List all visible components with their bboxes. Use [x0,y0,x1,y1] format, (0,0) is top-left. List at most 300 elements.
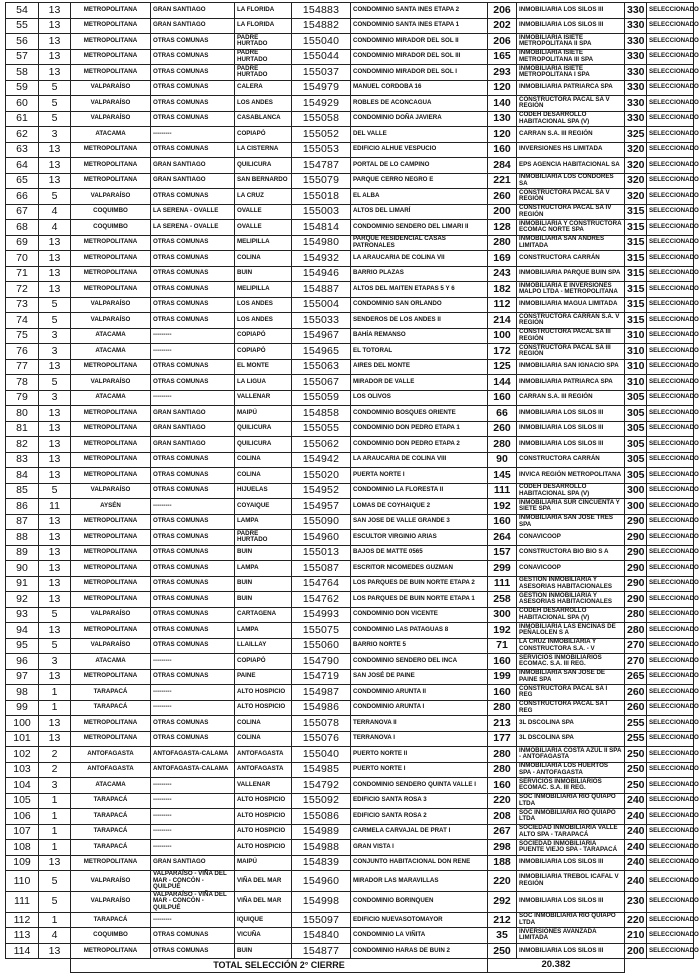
row-number-cell: 84 [6,468,39,484]
score-cell: 305 [625,421,647,437]
status-cell: SELECCIONADO [647,266,694,282]
territory-cell: OTRAS COMUNAS [151,49,235,65]
score-cell: 330 [625,3,647,19]
commune-cell: VIÑA DEL MAR [235,891,292,912]
region-code-cell: 5 [39,891,71,912]
project-name-cell: CONDOMINIO DON PEDRO ETAPA 1 [351,421,488,437]
row-number-cell: 63 [6,142,39,158]
region-code-cell: 13 [39,468,71,484]
status-cell: SELECCIONADO [647,344,694,360]
score-cell: 305 [625,452,647,468]
table-row [6,313,694,329]
project-name-cell: CONDOMINIO BORINQUEN [351,891,488,912]
units-cell: 250 [488,943,517,959]
table-body [6,3,699,959]
region-code-cell: 13 [39,731,71,747]
project-code-cell: 155055 [292,421,351,437]
score-cell: 315 [625,266,647,282]
status-cell: SELECCIONADO [647,96,694,112]
project-code-cell: 155013 [292,545,351,561]
project-code-cell: 155044 [292,49,351,65]
table-row [6,685,694,701]
score-cell: 255 [625,716,647,732]
region-code-cell: 5 [39,111,71,127]
company-cell: CONSTRUCTORA PACAL SA I REG [517,685,625,701]
score-cell: 330 [625,18,647,34]
territory-cell: --------- [151,778,235,794]
score-cell: 315 [625,297,647,313]
company-cell: INMOBILIARIA LOS SILOS III [517,406,625,422]
table-row [6,840,694,856]
company-cell: INMOBILIARIA ISIETE METROPOLITANA I SPA [517,65,625,81]
table-row [6,65,694,81]
project-name-cell: CONDOMINIO ARUNTA I [351,700,488,716]
row-number-cell: 69 [6,235,39,251]
project-code-cell: 154946 [292,266,351,282]
score-cell: 260 [625,685,647,701]
commune-cell: BUIN [235,576,292,592]
region-name-cell: AYSÉN [71,499,151,515]
score-cell: 290 [625,576,647,592]
project-code-cell: 154719 [292,669,351,685]
region-name-cell: METROPOLITANA [71,545,151,561]
region-code-cell: 13 [39,623,71,639]
commune-cell: COYAIQUE [235,499,292,515]
region-code-cell: 5 [39,313,71,329]
region-name-cell: VALPARAÍSO [71,189,151,205]
region-name-cell: COQUIMBO [71,928,151,944]
territory-cell: OTRAS COMUNAS [151,235,235,251]
commune-cell: VIÑA DEL MAR [235,871,292,892]
status-cell: SELECCIONADO [647,189,694,205]
company-cell: INMOBILIARIA PATRIARCA SPA [517,375,625,391]
project-name-cell: LOS OLIVOS [351,390,488,406]
project-name-cell: CONDOMINIO DON PEDRO ETAPA 2 [351,437,488,453]
region-name-cell: METROPOLITANA [71,49,151,65]
company-cell: CONSTRUCTORA BIO BIO S A [517,545,625,561]
commune-cell: BUIN [235,266,292,282]
table-row [6,855,694,871]
territory-cell: OTRAS COMUNAS [151,483,235,499]
status-cell: SELECCIONADO [647,328,694,344]
project-name-cell: MANUEL CORDOBA 16 [351,80,488,96]
commune-cell: COPIAPÓ [235,127,292,143]
region-code-cell: 13 [39,530,71,546]
project-name-cell: CONDOMINIO SANTA INES ETAPA 1 [351,18,488,34]
company-cell: CONSTRUCTORA CARRÁN [517,251,625,267]
commune-cell: VALLENAR [235,778,292,794]
region-name-cell: TARAPACÁ [71,700,151,716]
commune-cell: COLINA [235,452,292,468]
region-name-cell: METROPOLITANA [71,158,151,174]
units-cell: 111 [488,483,517,499]
region-code-cell: 1 [39,809,71,825]
table-row [6,716,694,732]
region-name-cell: VALPARAÍSO [71,375,151,391]
row-number-cell: 57 [6,49,39,65]
units-cell: 112 [488,297,517,313]
table-row [6,468,694,484]
project-name-cell: SAN JOSÉ DE PAINE [351,669,488,685]
region-code-cell: 13 [39,49,71,65]
row-number-cell: 88 [6,530,39,546]
project-code-cell: 155062 [292,437,351,453]
row-number-cell: 70 [6,251,39,267]
project-code-cell: 154998 [292,891,351,912]
commune-cell: LA FLORIDA [235,18,292,34]
region-code-cell: 5 [39,297,71,313]
row-number-cell: 113 [6,928,39,944]
project-name-cell: TERRANOVA II [351,716,488,732]
commune-cell: ANTOFAGASTA [235,747,292,763]
table-row [6,328,694,344]
score-cell: 305 [625,406,647,422]
status-cell: SELECCIONADO [647,654,694,670]
commune-cell: MELIPILLA [235,282,292,298]
company-cell: CODEH DESARROLLO HABITACIONAL SPA (V) [517,111,625,127]
territory-cell: OTRAS COMUNAS [151,80,235,96]
row-number-cell: 91 [6,576,39,592]
row-number-cell: 95 [6,638,39,654]
row-number-cell: 58 [6,65,39,81]
score-cell: 210 [625,928,647,944]
project-code-cell: 155063 [292,359,351,375]
units-cell: 200 [488,204,517,220]
commune-cell: OVALLE [235,204,292,220]
company-cell: INMOBILIARIA ISIETE METROPOLITANA II SPA [517,34,625,50]
status-cell: SELECCIONADO [647,127,694,143]
territory-cell: OTRAS COMUNAS [151,638,235,654]
company-cell: 3L DSCOLINA SPA [517,716,625,732]
units-cell: 264 [488,530,517,546]
table-row [6,891,694,912]
units-cell: 280 [488,235,517,251]
territory-cell: OTRAS COMUNAS [151,928,235,944]
region-name-cell: ANTOFAGASTA [71,762,151,778]
territory-cell: --------- [151,328,235,344]
units-cell: 120 [488,80,517,96]
score-cell: 315 [625,204,647,220]
table-row [6,204,694,220]
status-cell: SELECCIONADO [647,700,694,716]
region-name-cell: METROPOLITANA [71,623,151,639]
table-row [6,638,694,654]
units-cell: 206 [488,34,517,50]
status-cell: SELECCIONADO [647,855,694,871]
region-name-cell: COQUIMBO [71,220,151,236]
project-code-cell: 155004 [292,297,351,313]
table-row [6,669,694,685]
score-cell: 265 [625,669,647,685]
territory-cell: OTRAS COMUNAS [151,111,235,127]
table-row [6,912,694,928]
status-cell: SELECCIONADO [647,390,694,406]
region-code-cell: 3 [39,127,71,143]
score-cell: 280 [625,607,647,623]
project-code-cell: 154957 [292,499,351,515]
territory-cell: GRAN SANTIAGO [151,158,235,174]
table-row [6,3,694,19]
region-code-cell: 13 [39,251,71,267]
project-code-cell: 154839 [292,855,351,871]
region-name-cell: METROPOLITANA [71,576,151,592]
territory-cell: --------- [151,654,235,670]
region-code-cell: 4 [39,220,71,236]
table-row [6,747,694,763]
status-cell: SELECCIONADO [647,452,694,468]
company-cell: SOC INMOBILIARIA RIO QUIAPO LTDA [517,793,625,809]
table-row [6,282,694,298]
status-cell: SELECCIONADO [647,111,694,127]
commune-cell: COLINA [235,251,292,267]
company-cell: INMOBILIARIA LOS SILOS III [517,437,625,453]
score-cell: 330 [625,111,647,127]
units-cell: 90 [488,452,517,468]
status-cell: SELECCIONADO [647,561,694,577]
project-code-cell: 154960 [292,530,351,546]
region-code-cell: 11 [39,499,71,515]
company-cell: INMOBILIARIA SAN JOSE DE PAINE SPA [517,669,625,685]
score-cell: 315 [625,313,647,329]
project-name-cell: CONDOMINIO LA VIÑITA [351,928,488,944]
row-number-cell: 71 [6,266,39,282]
table-row [6,654,694,670]
project-code-cell: 154979 [292,80,351,96]
project-code-cell: 154967 [292,328,351,344]
territory-cell: OTRAS COMUNAS [151,375,235,391]
territory-cell: OTRAS COMUNAS [151,452,235,468]
table-row [6,235,694,251]
row-number-cell: 114 [6,943,39,959]
commune-cell: LA CRUZ [235,189,292,205]
row-number-cell: 107 [6,824,39,840]
status-cell: SELECCIONADO [647,576,694,592]
commune-cell: PADRE HURTADO [235,65,292,81]
units-cell: 299 [488,561,517,577]
territory-cell: OTRAS COMUNAS [151,561,235,577]
score-cell: 250 [625,747,647,763]
project-name-cell: PARQUE CERRO NEGRO E [351,173,488,189]
units-cell: 206 [488,3,517,19]
company-cell: CODEH DESARROLLO HABITACIONAL SPA (V) [517,607,625,623]
units-cell: 284 [488,158,517,174]
project-name-cell: ESCULTOR VIRGINIO ARIAS [351,530,488,546]
score-cell: 250 [625,762,647,778]
table-row [6,943,694,959]
score-cell: 310 [625,375,647,391]
units-cell: 212 [488,912,517,928]
status-cell: SELECCIONADO [647,375,694,391]
territory-cell: OTRAS COMUNAS [151,943,235,959]
units-cell: 292 [488,891,517,912]
project-code-cell: 154985 [292,762,351,778]
company-cell: CONSTRUCTORA PACAL SA V REGIÓN [517,189,625,205]
region-name-cell: METROPOLITANA [71,669,151,685]
units-cell: 243 [488,266,517,282]
table-row [6,359,694,375]
score-cell: 240 [625,855,647,871]
territory-cell: --------- [151,127,235,143]
status-cell: SELECCIONADO [647,530,694,546]
row-number-cell: 94 [6,623,39,639]
company-cell: CONAVICOOP [517,530,625,546]
project-code-cell: 155052 [292,127,351,143]
territory-cell: LA SERENA - OVALLE [151,220,235,236]
table-row [6,731,694,747]
status-cell: SELECCIONADO [647,251,694,267]
table-row [6,111,694,127]
project-name-cell: LOS PARQUES DE BUIN NORTE ETAPA 2 [351,576,488,592]
territory-cell: OTRAS COMUNAS [151,142,235,158]
company-cell: CONSTRUCTORA PACAL SA V REGIÓN [517,96,625,112]
commune-cell: CALERA [235,80,292,96]
commune-cell: LLAILLAY [235,638,292,654]
commune-cell: LOS ANDES [235,297,292,313]
commune-cell: COLINA [235,716,292,732]
row-number-cell: 81 [6,421,39,437]
territory-cell: GRAN SANTIAGO [151,173,235,189]
table-row [6,793,694,809]
project-name-cell: DEL VALLE [351,127,488,143]
project-name-cell: EL TOTORAL [351,344,488,360]
company-cell: CARRAN S.A. III REGIÓN [517,127,625,143]
territory-cell: OTRAS COMUNAS [151,34,235,50]
selection-table [5,2,699,973]
region-name-cell: ANTOFAGASTA [71,747,151,763]
region-name-cell: COQUIMBO [71,204,151,220]
company-cell: INMOBILIARIA ISIETE METROPOLITANA III SPA [517,49,625,65]
territory-cell: GRAN SANTIAGO [151,18,235,34]
commune-cell: LAMPA [235,561,292,577]
units-cell: 100 [488,328,517,344]
project-name-cell: CONDOMINIO ARUNTA II [351,685,488,701]
table-row [6,189,694,205]
commune-cell: COPIAPÓ [235,344,292,360]
table-row [6,928,694,944]
territory-cell: OTRAS COMUNAS [151,359,235,375]
company-cell: INMOBILIARIA SAN ANDRES LIMITADA [517,235,625,251]
score-cell: 315 [625,235,647,251]
units-cell: 35 [488,928,517,944]
row-number-cell: 103 [6,762,39,778]
territory-cell: --------- [151,840,235,856]
commune-cell: BUIN [235,545,292,561]
territory-cell: LA SERENA - OVALLE [151,204,235,220]
region-code-cell: 13 [39,452,71,468]
row-number-cell: 108 [6,840,39,856]
units-cell: 280 [488,700,517,716]
table-row [6,607,694,623]
units-cell: 160 [488,654,517,670]
project-name-cell: PUERTA NORTE I [351,468,488,484]
territory-cell: GRAN SANTIAGO [151,421,235,437]
territory-cell: --------- [151,809,235,825]
project-name-cell: CONDOMINIO SENDERO DEL INCA [351,654,488,670]
region-code-cell: 3 [39,344,71,360]
company-cell: INMOBILIARIA Y CONSTRUCTORA ECOMAC NORTE SPA [517,220,625,236]
score-cell: 330 [625,49,647,65]
table-row [6,499,694,515]
region-name-cell: METROPOLITANA [71,530,151,546]
project-name-cell: BAJOS DE MATTE 0565 [351,545,488,561]
table-row [6,452,694,468]
row-number-cell: 90 [6,561,39,577]
status-cell: SELECCIONADO [647,34,694,50]
territory-cell: OTRAS COMUNAS [151,716,235,732]
row-number-cell: 78 [6,375,39,391]
commune-cell: ALTO HOSPICIO [235,685,292,701]
units-cell: 71 [488,638,517,654]
status-cell: SELECCIONADO [647,912,694,928]
score-cell: 310 [625,359,647,375]
region-code-cell: 1 [39,912,71,928]
project-code-cell: 155097 [292,912,351,928]
table-row [6,778,694,794]
region-name-cell: METROPOLITANA [71,173,151,189]
project-name-cell: LA ARAUCARIA DE COLINA VII [351,251,488,267]
company-cell: INMOBILIARIA LOS CONDORES SA [517,173,625,189]
score-cell: 270 [625,654,647,670]
company-cell: INMOBILIARIA E INVERSIONES MALPO LTDA - METROPOLITANA [517,282,625,298]
row-number-cell: 111 [6,891,39,912]
table-row [6,592,694,608]
project-code-cell: 155079 [292,173,351,189]
region-code-cell: 1 [39,700,71,716]
row-number-cell: 61 [6,111,39,127]
region-code-cell: 13 [39,421,71,437]
region-code-cell: 2 [39,762,71,778]
row-number-cell: 66 [6,189,39,205]
project-name-cell: SAN JOSE DE VALLE GRANDE 3 [351,514,488,530]
score-cell: 290 [625,592,647,608]
project-name-cell: ROBLES DE ACONCAGUA [351,96,488,112]
commune-cell: LA CISTERNA [235,142,292,158]
region-name-cell: METROPOLITANA [71,235,151,251]
row-number-cell: 102 [6,747,39,763]
project-name-cell: CARMELA CARVAJAL DE PRAT I [351,824,488,840]
commune-cell: HIJUELAS [235,483,292,499]
region-name-cell: METROPOLITANA [71,251,151,267]
project-code-cell: 155086 [292,809,351,825]
territory-cell: OTRAS COMUNAS [151,592,235,608]
company-cell: INMOBILIARIA PATRIARCA SPA [517,80,625,96]
company-cell: INMOBILIARIA LOS SILOS III [517,855,625,871]
project-code-cell: 155090 [292,514,351,530]
project-name-cell: CONDOMINIO SENDERO QUINTA VALLE I [351,778,488,794]
project-code-cell: 154764 [292,576,351,592]
project-code-cell: 154792 [292,778,351,794]
units-cell: 220 [488,793,517,809]
commune-cell: PADRE HURTADO [235,530,292,546]
company-cell: SOCIEDAD INMOBILIARIA VALLE ALTO SPA - TARAPACÁ [517,824,625,840]
region-code-cell: 13 [39,943,71,959]
commune-cell: ANTOFAGASTA [235,762,292,778]
units-cell: 128 [488,220,517,236]
units-cell: 160 [488,778,517,794]
region-code-cell: 5 [39,871,71,892]
row-number-cell: 106 [6,809,39,825]
score-cell: 240 [625,824,647,840]
project-name-cell: ESCRITOR NICOMEDES GUZMAN [351,561,488,577]
region-code-cell: 3 [39,390,71,406]
score-cell: 220 [625,912,647,928]
table-row [6,824,694,840]
score-cell: 290 [625,530,647,546]
region-name-cell: TARAPACÁ [71,793,151,809]
units-cell: 120 [488,127,517,143]
table-row [6,158,694,174]
score-cell: 330 [625,34,647,50]
